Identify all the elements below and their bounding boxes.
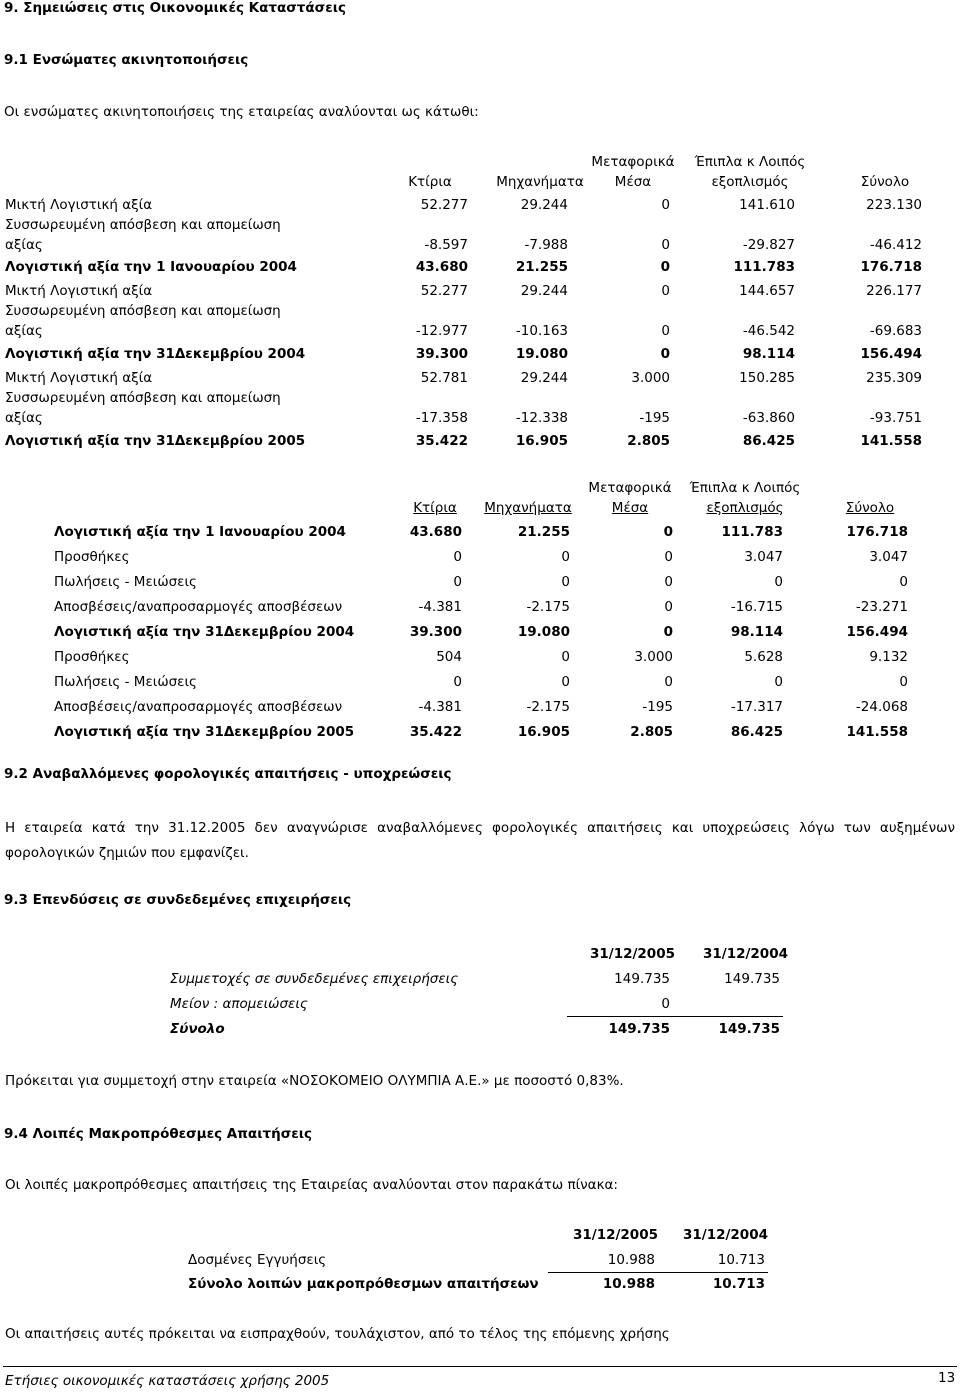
t2-row-label: Λογιστική αξία την 31Δεκεμβρίου 2004 xyxy=(54,624,355,640)
t2-cell-value: 0 xyxy=(664,599,673,615)
t1-cell-value: -12.338 xyxy=(515,410,568,426)
t2-row-label: Αποσβέσεις/αναπροσαρμογές αποσβέσεων xyxy=(54,699,343,715)
t1-row-label: Λογιστική αξία την 31Δεκεμβρίου 2005 xyxy=(5,433,306,449)
col-header-vehicles-1: Μεταφορικά xyxy=(591,154,675,170)
investments-row-label: Συμμετοχές σε συνδεδεμένες επιχειρήσεις xyxy=(170,971,459,987)
t1-cell-value: 156.494 xyxy=(860,346,922,362)
t2-cell-value: -4.381 xyxy=(418,599,462,615)
t1-cell-value: -69.683 xyxy=(869,323,922,339)
t2-col-header-furniture-1: Έπιπλα κ Λοιπός xyxy=(689,480,801,496)
t2-cell-value: -2.175 xyxy=(526,699,570,715)
t1-cell-value: 2.805 xyxy=(627,433,670,449)
footer-rule xyxy=(3,1366,957,1367)
t2-cell-value: 0 xyxy=(664,574,673,590)
receivables-total-2004: 10.713 xyxy=(712,1276,765,1292)
subsection-9-1-intro: Οι ενσώματες ακινητοποιήσεις της εταιρείας αναλύονται ως κάτωθι: xyxy=(4,104,479,120)
t1-cell-value: 176.718 xyxy=(860,259,922,275)
investments-total-rule xyxy=(567,1016,783,1017)
t2-col-header-vehicles-2: Μέσα xyxy=(611,500,649,516)
t1-cell-value: 39.300 xyxy=(415,346,468,362)
t2-cell-value: 504 xyxy=(436,649,462,665)
t2-cell-value: 21.255 xyxy=(517,524,570,540)
t2-col-header-vehicles-1: Μεταφορικά xyxy=(588,480,672,496)
t1-cell-value: 144.657 xyxy=(739,283,795,299)
receivables-row-value-2005: 10.988 xyxy=(607,1252,655,1268)
t1-cell-value: -10.163 xyxy=(515,323,568,339)
t1-cell-value: 0 xyxy=(660,259,670,275)
t2-cell-value: 98.114 xyxy=(730,624,783,640)
t1-cell-value: 86.425 xyxy=(742,433,795,449)
t2-cell-value: 39.300 xyxy=(409,624,462,640)
t1-cell-value: 98.114 xyxy=(742,346,795,362)
t1-cell-value: -46.542 xyxy=(742,323,795,339)
t2-row-label: Αποσβέσεις/αναπροσαρμογές αποσβέσεων xyxy=(54,599,343,615)
receivables-total-2005: 10.988 xyxy=(602,1276,655,1292)
col-header-total: Σύνολο xyxy=(860,174,910,190)
t2-cell-value: 9.132 xyxy=(869,649,908,665)
t1-cell-value: 35.422 xyxy=(415,433,468,449)
t2-cell-value: 35.422 xyxy=(409,724,462,740)
subsection-9-3-title: 9.3 Επενδύσεις σε συνδεδεμένες επιχειρήσεις xyxy=(4,892,352,908)
t2-cell-value: 19.080 xyxy=(517,624,570,640)
investments-header-2004: 31/12/2004 xyxy=(702,946,788,962)
t2-col-header-buildings: Κτίρια xyxy=(413,500,457,516)
subsection-9-4-intro: Οι λοιπές μακροπρόθεσμες απαιτήσεις της Εταιρείας αναλύονται στον παρακάτω πίνακα: xyxy=(5,1177,618,1193)
col-header-furniture-1: Έπιπλα κ Λοιπός xyxy=(694,154,806,170)
t2-cell-value: -4.381 xyxy=(418,699,462,715)
t1-cell-value: 52.781 xyxy=(420,370,468,386)
t1-cell-value: 0 xyxy=(661,283,670,299)
t2-cell-value: 0 xyxy=(453,549,462,565)
subsection-9-1-title: 9.1 Ενσώματες ακινητοποιήσεις xyxy=(4,52,249,68)
t1-row-label: Μικτή Λογιστική αξία xyxy=(5,370,153,386)
t1-cell-value: 29.244 xyxy=(520,283,568,299)
t1-row-label: Συσσωρευμένη απόσβεση και απομείωση xyxy=(5,217,281,233)
t1-cell-value: -93.751 xyxy=(869,410,922,426)
t2-col-header-furniture-2: εξοπλισμός xyxy=(706,500,784,516)
t2-cell-value: 156.494 xyxy=(846,624,908,640)
col-header-machinery: Μηχανήματα xyxy=(496,174,584,190)
t2-row-label: Λογιστική αξία την 1 Ιανουαρίου 2004 xyxy=(54,524,346,540)
t1-cell-value: 223.130 xyxy=(866,197,922,213)
t2-cell-value: -195 xyxy=(642,699,673,715)
t2-cell-value: 0 xyxy=(663,524,673,540)
t1-cell-value: 0 xyxy=(661,197,670,213)
t1-cell-value: 52.277 xyxy=(420,283,468,299)
t2-cell-value: 0 xyxy=(561,674,570,690)
t1-cell-value: -12.977 xyxy=(415,323,468,339)
t1-cell-value: -8.597 xyxy=(424,237,468,253)
t2-cell-value: 3.047 xyxy=(744,549,783,565)
receivables-total-rule xyxy=(548,1272,768,1273)
t2-cell-value: 0 xyxy=(561,649,570,665)
subsection-9-3-note: Πρόκειται για συμμετοχή στην εταιρεία «ΝΟΣΟΚΟΜΕΙΟ ΟΛΥΜΠΙΑ Α.Ε.» με ποσοστό 0,83%. xyxy=(5,1073,624,1089)
t1-cell-value: 226.177 xyxy=(866,283,922,299)
t1-cell-value: 141.610 xyxy=(739,197,795,213)
investments-total-2004: 149.735 xyxy=(718,1021,780,1037)
t1-cell-value: -29.827 xyxy=(742,237,795,253)
t2-cell-value: 0 xyxy=(561,574,570,590)
t1-cell-value: 21.255 xyxy=(515,259,568,275)
t2-cell-value: 0 xyxy=(453,674,462,690)
t2-cell-value: 0 xyxy=(774,674,783,690)
receivables-total-label: Σύνολο λοιπών μακροπρόθεσμων απαιτήσεων xyxy=(188,1276,539,1292)
t1-row-label: αξίας xyxy=(5,237,43,253)
t2-cell-value: -23.271 xyxy=(855,599,908,615)
receivables-header-2004: 31/12/2004 xyxy=(682,1227,768,1243)
t2-cell-value: 3.000 xyxy=(634,649,673,665)
t2-cell-value: 2.805 xyxy=(630,724,673,740)
t2-cell-value: 0 xyxy=(561,549,570,565)
subsection-9-2-title: 9.2 Αναβαλλόμενες φορολογικές απαιτήσεις - υποχρεώσεις xyxy=(4,766,452,782)
t1-cell-value: -63.860 xyxy=(742,410,795,426)
page-number: 13 xyxy=(938,1370,956,1386)
t2-col-header-machinery: Μηχανήματα xyxy=(484,500,572,516)
t2-cell-value: 0 xyxy=(453,574,462,590)
t2-cell-value: -16.715 xyxy=(730,599,783,615)
t2-col-header-total: Σύνολο xyxy=(845,500,895,516)
t2-row-label: Πωλήσεις - Μειώσεις xyxy=(54,674,197,690)
t2-cell-value: 176.718 xyxy=(846,524,908,540)
t2-cell-value: 0 xyxy=(899,674,908,690)
t1-cell-value: 43.680 xyxy=(415,259,468,275)
investments-row-label: Μείον : απομειώσεις xyxy=(170,996,308,1012)
t1-row-label: Λογιστική αξία την 1 Ιανουαρίου 2004 xyxy=(5,259,297,275)
subsection-9-2-text-line1: Η εταιρεία κατά την 31.12.2005 δεν αναγνώρισε αναβαλλόμενες φορολογικές απαιτήσεις και υποχρεώσεις λόγω των αυξημένων xyxy=(5,820,955,836)
t2-cell-value: 111.783 xyxy=(721,524,783,540)
t2-cell-value: -24.068 xyxy=(855,699,908,715)
t2-cell-value: 16.905 xyxy=(517,724,570,740)
t2-cell-value: -2.175 xyxy=(526,599,570,615)
t2-cell-value: 0 xyxy=(664,549,673,565)
t1-cell-value: 111.783 xyxy=(733,259,795,275)
t1-cell-value: 0 xyxy=(660,346,670,362)
t1-row-label: Συσσωρευμένη απόσβεση και απομείωση xyxy=(5,390,281,406)
t1-cell-value: -195 xyxy=(639,410,670,426)
t1-row-label: Μικτή Λογιστική αξία xyxy=(5,197,153,213)
t2-cell-value: 3.047 xyxy=(869,549,908,565)
t2-cell-value: 0 xyxy=(774,574,783,590)
receivables-header-2005: 31/12/2005 xyxy=(572,1227,658,1243)
t2-cell-value: -17.317 xyxy=(730,699,783,715)
t2-row-label: Προσθήκες xyxy=(54,549,130,565)
investments-header-2005: 31/12/2005 xyxy=(589,946,675,962)
investments-row-value-2005: 149.735 xyxy=(614,971,670,987)
col-header-vehicles-2: Μέσα xyxy=(614,174,652,190)
t1-cell-value: 0 xyxy=(661,323,670,339)
subsection-9-4-title: 9.4 Λοιπές Μακροπρόθεσμες Απαιτήσεις xyxy=(4,1126,312,1142)
receivables-row-label: Δοσμένες Εγγυήσεις xyxy=(188,1252,327,1268)
t2-cell-value: 0 xyxy=(664,674,673,690)
t1-cell-value: 150.285 xyxy=(739,370,795,386)
investments-total-2005: 149.735 xyxy=(608,1021,670,1037)
subsection-9-2-text-line2: φορολογικών ζημιών που εμφανίζει. xyxy=(5,845,249,861)
t1-row-label: Μικτή Λογιστική αξία xyxy=(5,283,153,299)
t1-cell-value: -17.358 xyxy=(415,410,468,426)
investments-total-label: Σύνολο xyxy=(170,1021,225,1037)
t2-cell-value: 86.425 xyxy=(730,724,783,740)
t2-row-label: Πωλήσεις - Μειώσεις xyxy=(54,574,197,590)
t1-row-label: Συσσωρευμένη απόσβεση και απομείωση xyxy=(5,303,281,319)
t2-cell-value: 141.558 xyxy=(846,724,908,740)
investments-row-value-2005: 0 xyxy=(661,996,670,1012)
t1-row-label: αξίας xyxy=(5,410,43,426)
t2-cell-value: 43.680 xyxy=(409,524,462,540)
t1-cell-value: 0 xyxy=(661,237,670,253)
investments-row-value-2004: 149.735 xyxy=(724,971,780,987)
t1-cell-value: 29.244 xyxy=(520,197,568,213)
t1-cell-value: 16.905 xyxy=(515,433,568,449)
col-header-furniture-2: εξοπλισμός xyxy=(711,174,789,190)
t1-cell-value: 3.000 xyxy=(631,370,670,386)
t1-cell-value: 235.309 xyxy=(866,370,922,386)
t2-cell-value: 5.628 xyxy=(744,649,783,665)
receivables-row-value-2004: 10.713 xyxy=(717,1252,765,1268)
t1-row-label: Λογιστική αξία την 31Δεκεμβρίου 2004 xyxy=(5,346,306,362)
t1-cell-value: 52.277 xyxy=(420,197,468,213)
t2-row-label: Λογιστική αξία την 31Δεκεμβρίου 2005 xyxy=(54,724,355,740)
t2-cell-value: 0 xyxy=(899,574,908,590)
t1-cell-value: -7.988 xyxy=(524,237,568,253)
t2-cell-value: 0 xyxy=(663,624,673,640)
t1-cell-value: -46.412 xyxy=(869,237,922,253)
section-title: 9. Σημειώσεις στις Οικονομικές Καταστάσεις xyxy=(4,0,346,16)
t1-cell-value: 29.244 xyxy=(520,370,568,386)
t1-cell-value: 19.080 xyxy=(515,346,568,362)
t2-row-label: Προσθήκες xyxy=(54,649,130,665)
subsection-9-4-note: Οι απαιτήσεις αυτές πρόκειται να εισπραχθούν, τουλάχιστον, από το τέλος της επόμενης χρήσης xyxy=(5,1326,670,1342)
t1-row-label: αξίας xyxy=(5,323,43,339)
col-header-buildings: Κτίρια xyxy=(408,174,452,190)
t1-cell-value: 141.558 xyxy=(860,433,922,449)
footer-text: Ετήσιες οικονομικές καταστάσεις χρήσης 2005 xyxy=(5,1373,330,1389)
